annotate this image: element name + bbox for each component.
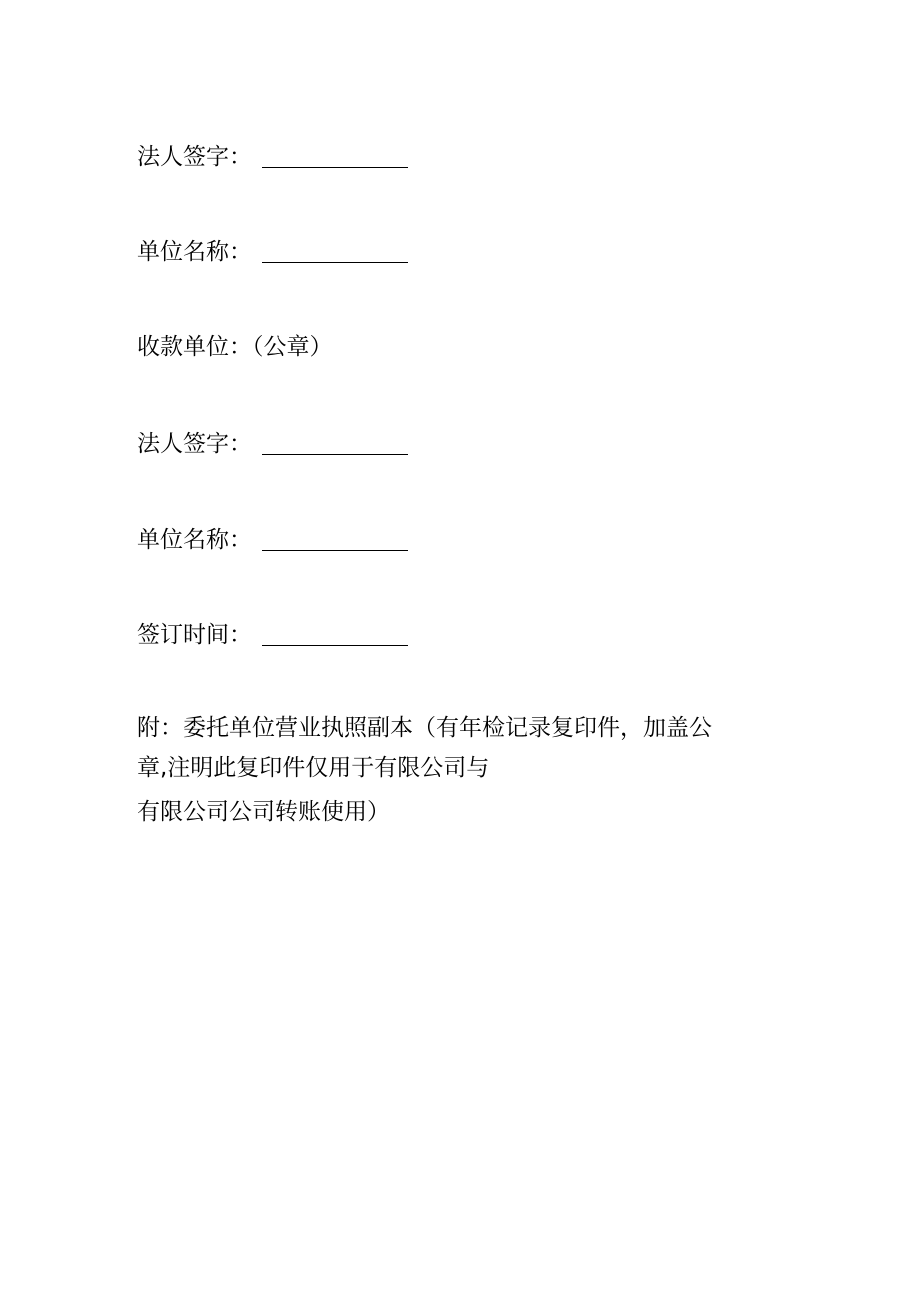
signing-date-field xyxy=(137,616,408,650)
attachment-note-line-2: 章,注明此复印件仅用于有限公司与 xyxy=(137,755,490,781)
field-label: 收款单位：（公章） xyxy=(137,334,333,360)
signature-blank-line[interactable] xyxy=(262,166,408,168)
field-label: 单位名称： xyxy=(137,239,252,265)
fill-in-blank-line[interactable] xyxy=(262,261,408,263)
fill-in-blank-line[interactable] xyxy=(262,644,408,646)
attachment-note-line-1: 附：委托单位营业执照副本（有年检记录复印件，加盖公 xyxy=(137,715,712,741)
field-label: 单位名称： xyxy=(137,527,252,553)
signature-blank-line[interactable] xyxy=(262,453,408,455)
legal-rep-signature-field-1 xyxy=(137,138,408,172)
fill-in-blank-line[interactable] xyxy=(262,549,408,551)
field-label: 法人签字： xyxy=(137,431,252,457)
field-label: 签订时间： xyxy=(137,622,252,648)
legal-rep-signature-field-2 xyxy=(137,425,408,459)
field-label: 法人签字： xyxy=(137,144,252,170)
payee-unit-seal-field xyxy=(137,328,333,362)
attachment-note xyxy=(137,713,787,841)
unit-name-field-1 xyxy=(137,233,408,267)
attachment-note-line-3: 有限公司公司转账使用） xyxy=(137,799,390,825)
unit-name-field-2 xyxy=(137,521,408,555)
